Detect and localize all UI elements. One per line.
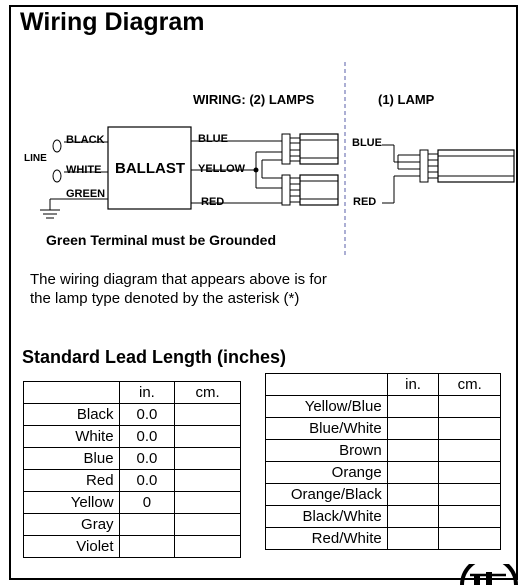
table-header-row — [24, 382, 241, 404]
table-header-row — [266, 374, 501, 396]
row-name: Red/White — [266, 528, 388, 550]
row-cm — [439, 440, 501, 462]
table-row — [24, 514, 241, 536]
table-row — [266, 506, 501, 528]
diagram-note — [30, 270, 327, 308]
lamp-1-tube — [300, 134, 338, 164]
row-cm — [439, 506, 501, 528]
col-in-header: in. — [387, 374, 439, 396]
table-row — [266, 440, 501, 462]
row-cm — [439, 528, 501, 550]
row-in — [387, 484, 439, 506]
lamp-2-tube — [300, 175, 338, 205]
row-name: Brown — [266, 440, 388, 462]
heading-two-lamps: WIRING: (2) LAMPS — [193, 92, 315, 107]
line-label: LINE — [24, 153, 47, 164]
lead-length-title: Standard Lead Length (inches) — [22, 347, 287, 367]
row-in: 0.0 — [119, 448, 175, 470]
row-in — [387, 528, 439, 550]
table-row — [266, 418, 501, 440]
lead-white-label: WHITE — [66, 164, 102, 176]
row-cm — [439, 418, 501, 440]
col-cm-header: cm. — [175, 382, 241, 404]
row-cm — [175, 536, 241, 558]
row-cm — [439, 396, 501, 418]
lamp-2-socket — [282, 175, 290, 205]
row-cm — [439, 484, 501, 506]
row-cm — [175, 404, 241, 426]
row-name: Black — [24, 404, 120, 426]
row-cm — [175, 426, 241, 448]
row-in — [387, 440, 439, 462]
table-row — [266, 528, 501, 550]
row-name: Gray — [24, 514, 120, 536]
table-row — [24, 404, 241, 426]
row-name: Blue/White — [266, 418, 388, 440]
one-lamp-red-label: RED — [353, 196, 377, 208]
table-row — [24, 492, 241, 514]
single-lamp-socket — [420, 150, 428, 182]
row-in: 0 — [119, 492, 175, 514]
line-terminal-white — [53, 170, 61, 182]
lead-green-label: GREEN — [66, 188, 106, 200]
output-yellow-label: YELLOW — [198, 163, 246, 175]
lead-length-table-left — [23, 381, 241, 558]
row-cm — [175, 514, 241, 536]
row-in — [387, 396, 439, 418]
lead-black-label: BLACK — [66, 134, 105, 146]
row-name: Red — [24, 470, 120, 492]
row-in: 0.0 — [119, 470, 175, 492]
table-row — [266, 462, 501, 484]
row-in: 0.0 — [119, 426, 175, 448]
row-name: Violet — [24, 536, 120, 558]
note-line-2: the lamp type denoted by the asterisk (*) — [30, 290, 300, 307]
table-row — [24, 470, 241, 492]
row-in — [387, 462, 439, 484]
ground-note: Green Terminal must be Grounded — [46, 232, 277, 248]
row-cm — [175, 448, 241, 470]
one-lamp-blue-label: BLUE — [352, 137, 382, 149]
row-cm — [175, 492, 241, 514]
row-name: White — [24, 426, 120, 448]
certification-logo-icon — [458, 564, 520, 585]
row-in: 0.0 — [119, 404, 175, 426]
row-in — [119, 536, 175, 558]
table-row — [24, 448, 241, 470]
row-name: Black/White — [266, 506, 388, 528]
row-cm — [439, 462, 501, 484]
row-name: Orange — [266, 462, 388, 484]
page-title: Wiring Diagram — [20, 8, 205, 36]
row-name: Blue — [24, 448, 120, 470]
row-in — [119, 514, 175, 536]
row-name: Yellow/Blue — [266, 396, 388, 418]
table-row — [266, 484, 501, 506]
single-lamp-tube — [438, 150, 514, 182]
col-in-header: in. — [119, 382, 175, 404]
row-in — [387, 506, 439, 528]
note-line-1: The wiring diagram that appears above is for — [30, 271, 327, 288]
row-in — [387, 418, 439, 440]
line-terminal-black — [53, 140, 61, 152]
ballast-label: BALLAST — [115, 160, 185, 177]
row-name: Yellow — [24, 492, 120, 514]
lead-length-table-right — [265, 373, 501, 550]
output-blue-label: BLUE — [198, 133, 228, 145]
output-red-label: RED — [201, 196, 225, 208]
col-cm-header: cm. — [439, 374, 501, 396]
lamp-1-socket — [282, 134, 290, 164]
row-cm — [175, 470, 241, 492]
table-row — [24, 426, 241, 448]
row-name: Orange/Black — [266, 484, 388, 506]
table-row — [266, 396, 501, 418]
table-row — [24, 536, 241, 558]
heading-one-lamp: (1) LAMP — [378, 92, 435, 107]
